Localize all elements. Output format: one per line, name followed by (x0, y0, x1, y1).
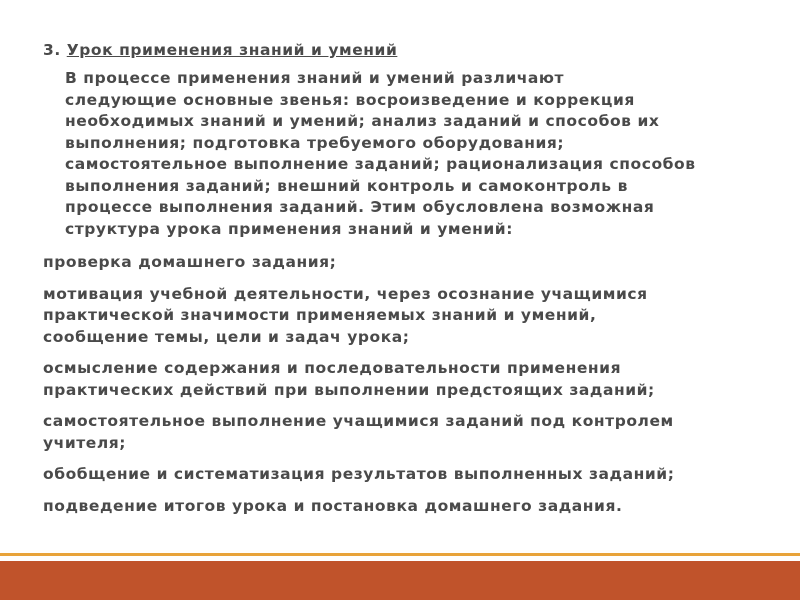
intro-line: самостоятельное выполнение заданий; рационализация способов (65, 155, 696, 173)
item-line: осмысление содержания и последовательности применения (43, 359, 622, 377)
footer-bar (0, 561, 800, 600)
structure-item-summary (43, 496, 798, 518)
section-title: Урок применения знаний и умений (66, 41, 398, 59)
item-line: мотивация учебной деятельности, через осознание учащимися (43, 284, 648, 303)
intro-line: структура урока применения знаний и умений: (65, 219, 513, 238)
item-line: сообщение темы, цели и задач урока; (43, 327, 410, 346)
structure-item-motivation (43, 284, 798, 349)
intro-line: следующие основные звенья: восроизведение и коррекция (65, 90, 635, 109)
slide-content (43, 40, 798, 527)
section-number: 3. (43, 41, 61, 59)
intro-line: В процессе применения знаний и умений различают (65, 69, 565, 87)
item-line: самостоятельное выполнение учащимися заданий под контролем (43, 412, 674, 430)
section-heading (43, 40, 798, 60)
intro-line: выполнения заданий; внешний контроль и самоконтроль в (65, 176, 628, 195)
item-line: практических действий при выполнении предстоящих заданий; (43, 380, 655, 399)
structure-item-generalization (43, 464, 798, 486)
structure-item-independent-work (43, 411, 798, 454)
item-line: практической значимости применяемых знаний и умений, (43, 306, 597, 324)
structure-item-comprehension (43, 358, 798, 401)
item-line: учителя; (43, 433, 127, 452)
structure-item-homework-check (43, 252, 798, 274)
intro-line: процессе выполнения заданий. Этим обусловлена возможная (65, 198, 655, 216)
footer-accent-line (0, 553, 800, 556)
intro-paragraph (43, 68, 798, 240)
intro-line: выполнения; подготовка требуемого оборудования; (65, 133, 565, 152)
intro-line: необходимых знаний и умений; анализ заданий и способов их (65, 112, 660, 130)
item-line: обобщение и систематизация результатов выполненных заданий; (43, 465, 675, 483)
item-line: проверка домашнего задания; (43, 253, 337, 271)
item-line: подведение итогов урока и постановка домашнего задания. (43, 496, 623, 515)
